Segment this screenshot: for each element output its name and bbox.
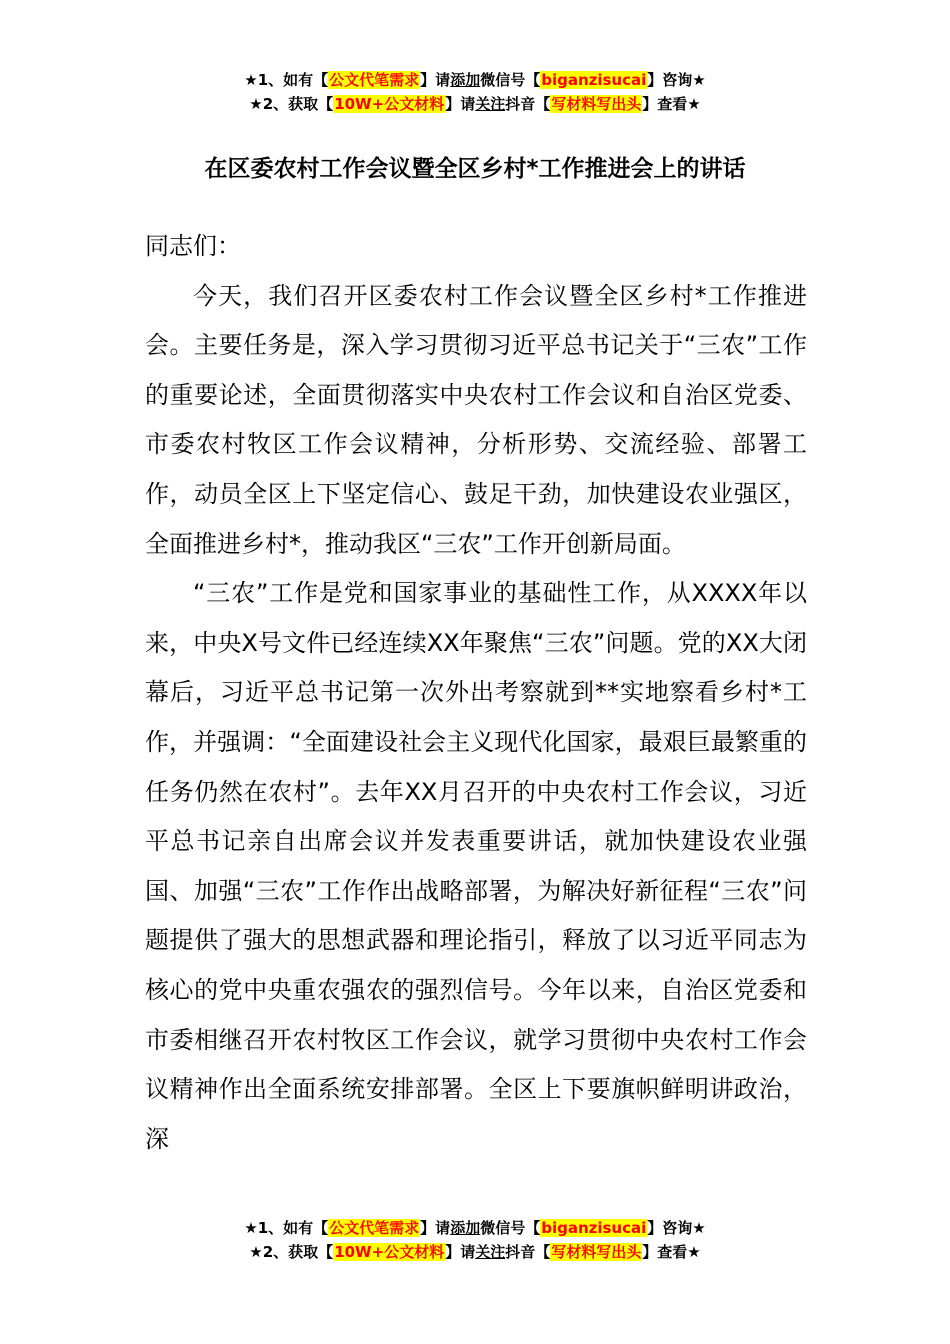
wechat-id: biganzisucai bbox=[541, 1219, 647, 1237]
banner-text: 】请 bbox=[420, 1219, 451, 1237]
highlight-text: 公文代笔需求 bbox=[329, 71, 420, 89]
footer-banner bbox=[0, 1216, 950, 1264]
banner-line-2 bbox=[0, 92, 950, 116]
body-paragraph-1: 今天，我们召开区委农村工作会议暨全区乡村*工作推进会。主要任务是，深入学习贯彻习近平总书记关于“三农”工作的重要论述，全面贯彻落实中央农村工作会议和自治区党委、市委农村牧区工作会议精神，分析形势、交流经验、部署工作，动员全区上下坚定信心、鼓足干劲，加快建设农业强区，全面推进乡村*，推动我区“三农”工作开创新局面。 bbox=[145, 281, 807, 558]
underlined-text: 添加 bbox=[450, 71, 481, 89]
banner-line-1 bbox=[0, 68, 950, 92]
underlined-text: 添加 bbox=[450, 1219, 481, 1237]
banner-text: 】请 bbox=[445, 95, 476, 113]
banner-text: 微信号【 bbox=[480, 71, 541, 89]
highlight-text: 10W+公文材料 bbox=[334, 95, 445, 113]
douyin-id: 写材料写出头 bbox=[551, 95, 642, 113]
banner-text: 】咨询★ bbox=[647, 71, 706, 89]
banner-text: 微信号【 bbox=[480, 1219, 541, 1237]
body-paragraph-2: “三农”工作是党和国家事业的基础性工作，从XXXX年以来，中央X号文件已经连续XX年聚焦“三农”问题。党的XX大闭幕后，习近平总书记第一次外出考察就到**实地察看乡村*工作，并强调：“全面建设社会主义现代化国家，最艰巨最繁重的任务仍然在农村”。去年XX月召开的中央农村工作会议，习近平总书记亲自出席会议并发表重要讲话，就加快建设农业强国、加强“三农”工作作出战略部署，为解决好新征程“三农”问题提供了强大的思想武器和理论指引，释放了以习近平同志为核心的党中央重农强农的强烈信号。今年以来，自治区党委和市委相继召开农村牧区工作会议，就学习贯彻中央农村工作会议精神作出全面系统安排部署。全区上下要旗帜鲜明讲政治，深 bbox=[145, 579, 807, 1153]
banner-text: 】咨询★ bbox=[647, 1219, 706, 1237]
banner-text: ★1、如有【 bbox=[244, 1219, 329, 1237]
highlight-text: 公文代笔需求 bbox=[329, 1219, 420, 1237]
underlined-text: 关注 bbox=[475, 95, 506, 113]
underlined-text: 关注 bbox=[475, 1243, 506, 1261]
douyin-id: 写材料写出头 bbox=[551, 1243, 642, 1261]
banner-text: ★2、获取【 bbox=[249, 95, 334, 113]
banner-text: 抖音【 bbox=[505, 1243, 551, 1261]
banner-text: 抖音【 bbox=[505, 95, 551, 113]
highlight-text: 10W+公文材料 bbox=[334, 1243, 445, 1261]
banner-line-1 bbox=[0, 1216, 950, 1240]
header-banner bbox=[0, 68, 950, 116]
banner-text: 】查看★ bbox=[642, 1243, 701, 1261]
salutation: 同志们： bbox=[145, 232, 241, 260]
document-body bbox=[145, 222, 807, 1206]
wechat-id: biganzisucai bbox=[541, 71, 647, 89]
banner-text: ★2、获取【 bbox=[249, 1243, 334, 1261]
banner-text: 】请 bbox=[445, 1243, 476, 1261]
banner-text: 】查看★ bbox=[642, 95, 701, 113]
banner-line-2 bbox=[0, 1240, 950, 1264]
banner-text: 】请 bbox=[420, 71, 451, 89]
banner-text: ★1、如有【 bbox=[244, 71, 329, 89]
document-title: 在区委农村工作会议暨全区乡村*工作推进会上的讲话 bbox=[204, 156, 746, 182]
